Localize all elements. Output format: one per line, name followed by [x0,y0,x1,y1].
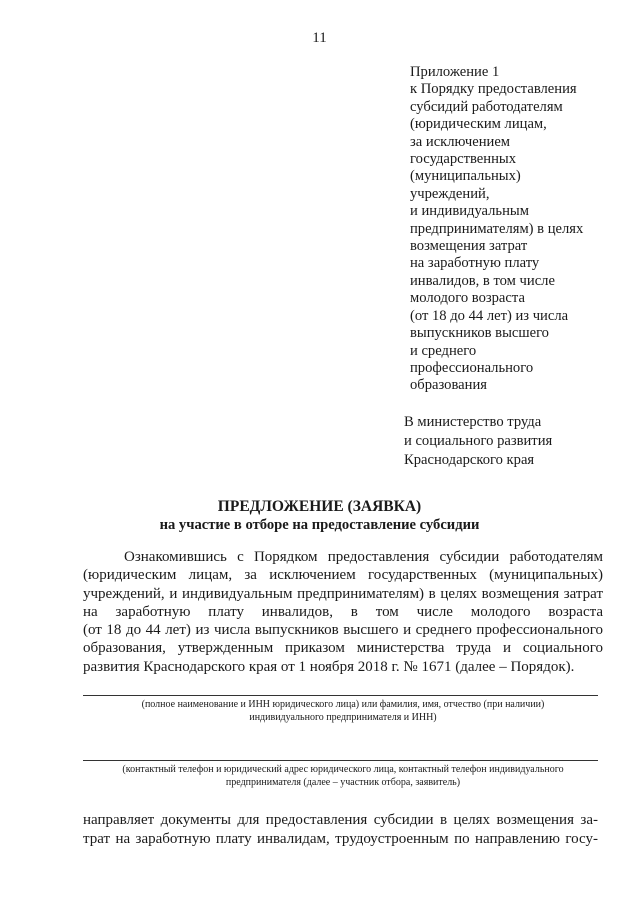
appendix-header [410,64,630,395]
addressee-line: Краснодарского края [404,452,535,468]
continuation-paragraph [83,811,598,849]
body-line: (от 18 до 44 лет) из числа выпускников высшего и среднего профессионального [83,622,603,639]
appendix-line: профессионального [410,359,534,376]
addressee-line: и социального развития [404,433,553,449]
applicant-contact-fill-line[interactable] [83,760,598,761]
addressee-line: В министерство труда [404,414,542,430]
appendix-line: образования [410,377,487,394]
appendix-line: (юридическим лицам, [410,116,547,133]
appendix-line: Приложение 1 [410,64,500,80]
caption-line: индивидуального предпринимателя и ИНН) [249,711,437,723]
addressee-block [404,413,634,470]
body-line: учреждений, и индивидуальным предпринимателям) в целях возмещения затрат [83,585,603,602]
appendix-line: за исключением [410,133,511,150]
tail-line: направляет документы для предоставления субсидии в целях возмещения за- [83,812,598,828]
document-subtitle: на участие в отборе на предоставление субсидии [159,517,480,533]
appendix-line: выпускников высшего [410,325,549,342]
body-line: Ознакомившись с Порядком предоставления субсидии работодателям [124,549,603,565]
appendix-line: и среднего [410,342,477,359]
body-line: на заработную плату инвалидов, в том числе молодого возраста [83,603,603,620]
applicant-contact-caption [83,764,603,789]
appendix-line: молодого возраста [410,290,525,307]
appendix-line: инвалидов, в том числе [410,272,555,289]
caption-line: (контактный телефон и юридический адрес юридического лица, контактный телефон индивидуального [122,764,564,775]
tail-line: трат на заработную плату инвалидам, трудоустроенным по направлению госу- [83,831,598,847]
document-title: ПРЕДЛОЖЕНИЕ (ЗАЯВКА) [217,498,422,515]
appendix-line: и индивидуальным [410,203,529,220]
body-paragraph [83,548,603,676]
applicant-name-caption [83,699,603,724]
appendix-line: учреждений, [410,185,490,202]
appendix-line: к Порядку предоставления [410,81,577,98]
body-line: (юридическим лицам, за исключением государственных (муниципальных) [83,567,603,584]
appendix-line: государственных [410,151,517,168]
appendix-line: предпринимателям) в целях [410,220,584,237]
appendix-line: (муниципальных) [410,168,521,185]
appendix-line: на заработную плату [410,255,540,272]
appendix-line: (от 18 до 44 лет) из числа [410,307,569,324]
appendix-line: субсидий работодателям [410,98,563,115]
caption-line: (полное наименование и ИНН юридического лица) или фамилия, имя, отчество (при наличии) [141,699,545,710]
body-line: развития Краснодарского края от 1 ноября 2018 г. № 1671 (далее – Порядок). [83,658,575,675]
applicant-name-fill-line[interactable] [83,695,598,696]
page-number: 11 [312,30,327,46]
body-line: образования, утвержденным приказом министерства труда и социального [83,640,603,657]
caption-line: предпринимателя (далее – участник отбора, заявитель) [225,776,461,788]
appendix-line: возмещения затрат [410,238,528,255]
